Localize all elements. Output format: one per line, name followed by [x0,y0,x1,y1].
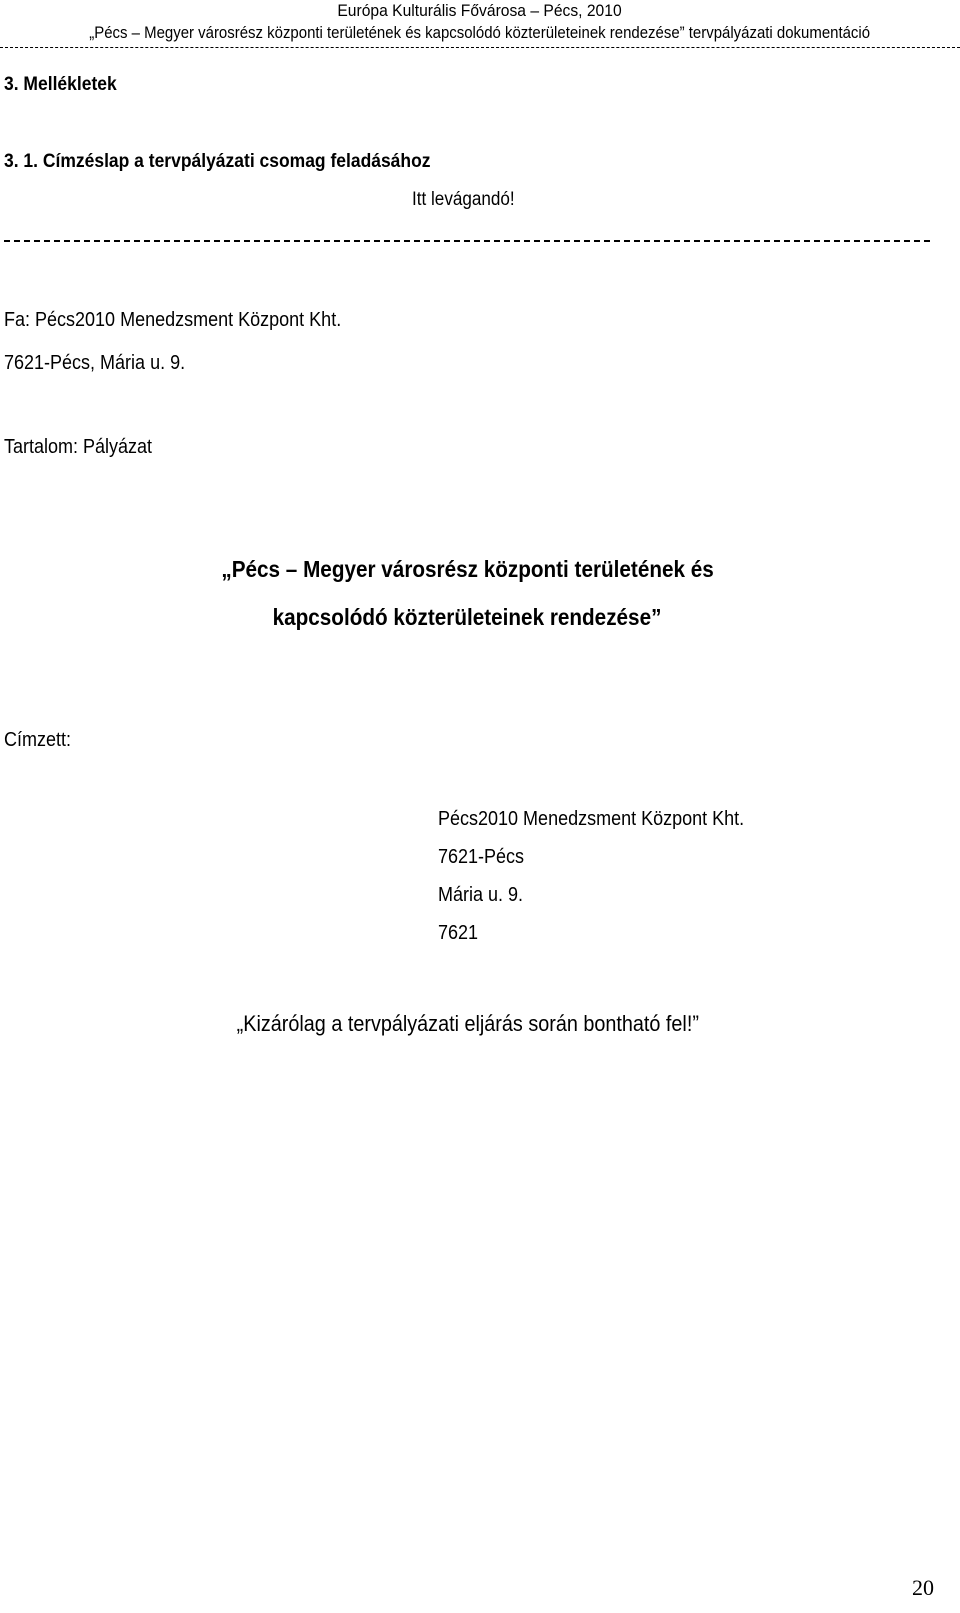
cut-here-label: Itt levágandó! [412,189,515,210]
content-label: Tartalom: Pályázat [4,436,153,458]
sender-address: 7621-Pécs, Mária u. 9. [4,352,186,374]
subsection-title: 3. 1. Címzéslap a tervpályázati csomag feladásához [4,151,431,172]
project-title-line2-text: kapcsolódó közterületeinek rendezése” [273,604,662,630]
addressee-label: Címzett: [4,729,72,751]
cut-line [4,240,930,242]
section-title: 3. Mellékletek [4,74,117,95]
project-title-line2 [0,602,935,632]
addressee-line: Pécs2010 Menedzsment Központ Kht. [438,808,745,830]
addressee-line: 7621-Pécs [438,846,525,868]
addressee-line: 7621 [438,922,479,944]
header-subtitle-text: „Pécs – Megyer városrész központi területének és kapcsolódó közterületeinek rendezése” tervpályázati dokumentáció [89,23,871,42]
opening-notice-text: „Kizárólag a tervpályázati eljárás során bontható fel!” [236,1011,699,1036]
sender-name: Fa: Pécs2010 Menedzsment Központ Kht. [4,309,342,331]
header-divider [0,47,960,48]
addressee-line: Mária u. 9. [438,884,524,906]
project-title-line1-text: „Pécs – Megyer városrész központi területének és [221,556,714,582]
header-subtitle [0,22,960,44]
opening-notice [0,1010,935,1038]
page-number: 20 [912,1575,934,1600]
header-title-text: Európa Kulturális Fővárosa – Pécs, 2010 [337,1,623,20]
header-title [0,0,960,22]
project-title-line1 [0,554,935,584]
